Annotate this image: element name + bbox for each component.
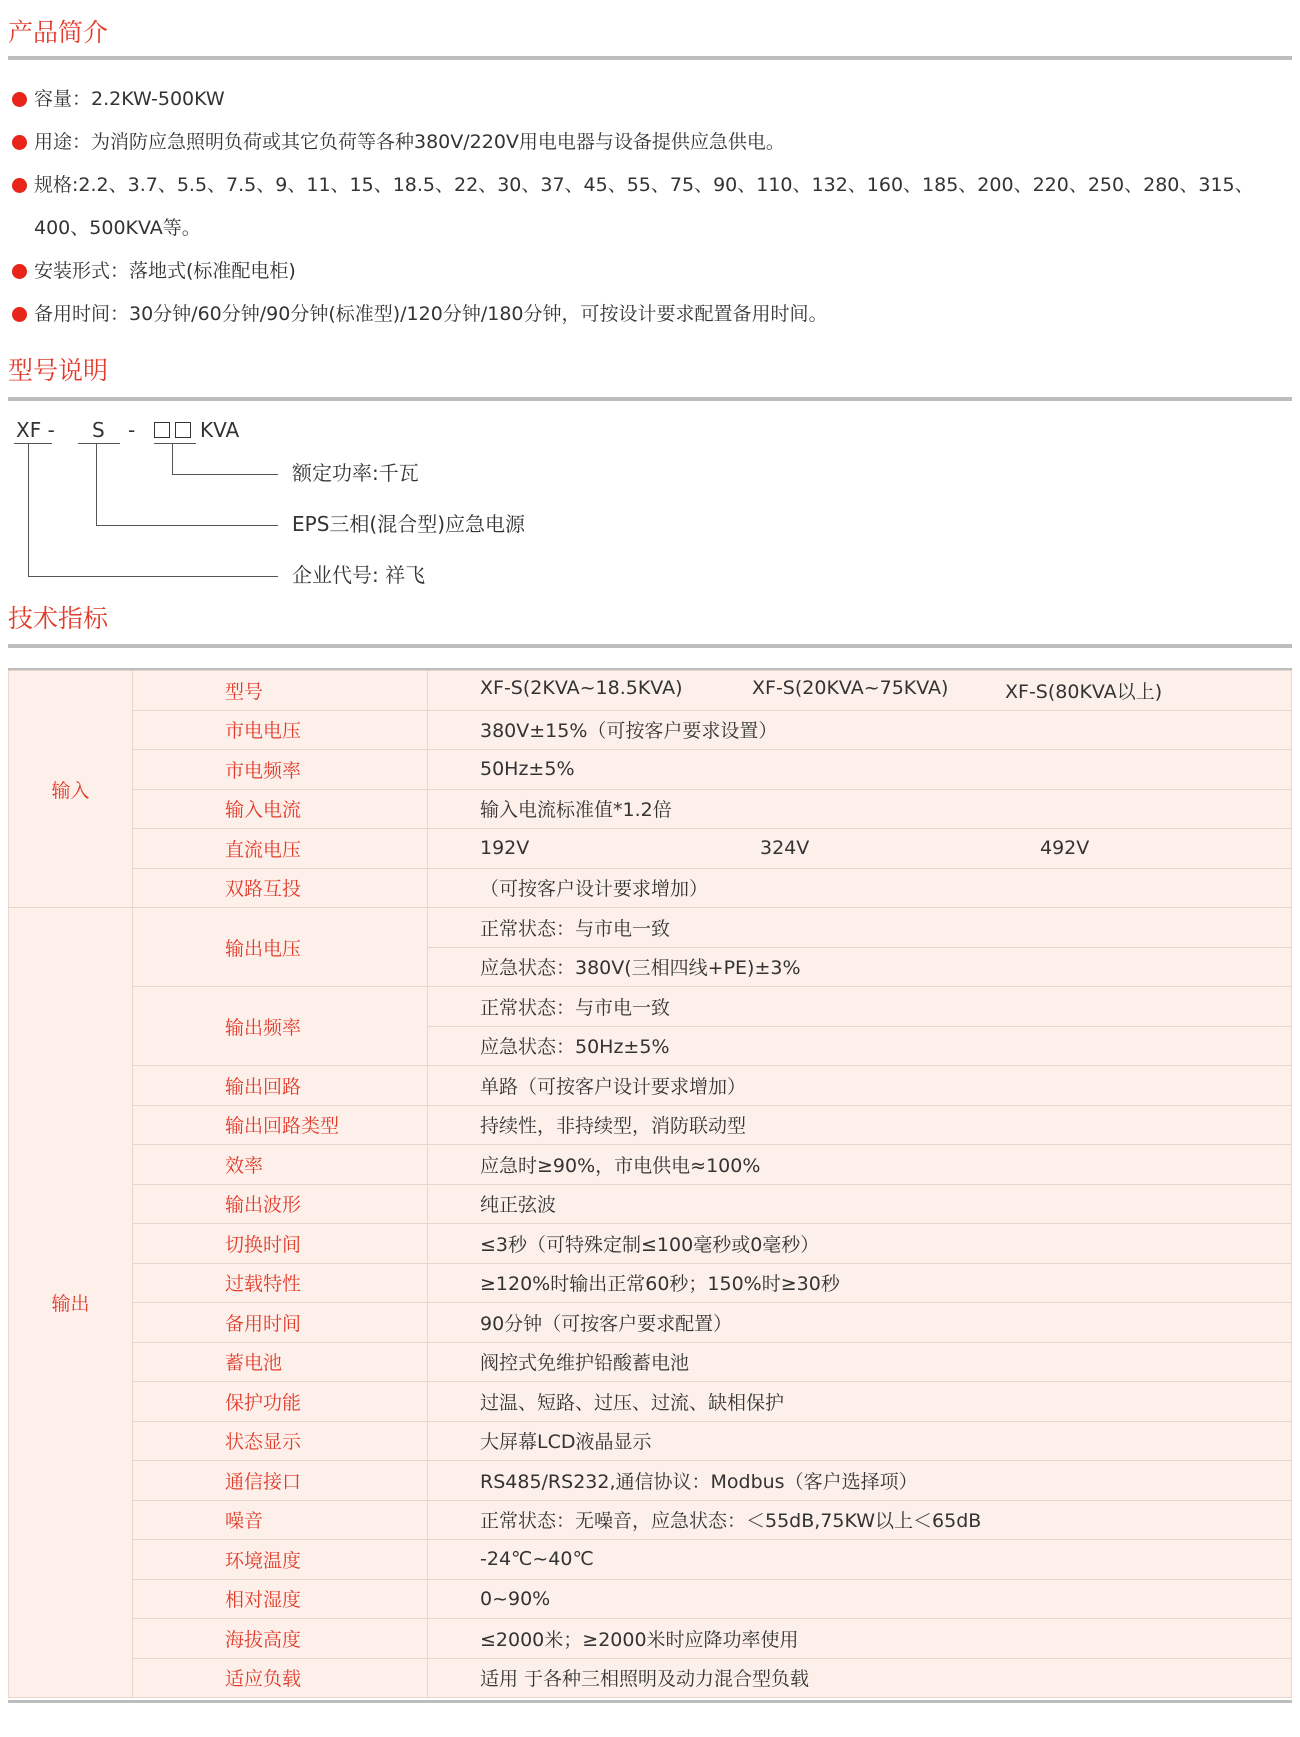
value-cell: 90分钟（可按客户要求配置） bbox=[428, 1303, 1292, 1343]
value-cell: 大屏幕LCD液晶显示 bbox=[428, 1421, 1292, 1461]
param-cell: 相对湿度 bbox=[133, 1579, 428, 1619]
value-cell: 0~90% bbox=[428, 1579, 1292, 1619]
value-cell: 192V 324V 492V bbox=[428, 829, 1292, 869]
table-bottom-rule bbox=[8, 1700, 1292, 1703]
table-row bbox=[9, 1342, 1292, 1382]
param-cell: 过载特性 bbox=[133, 1263, 428, 1303]
value-cell: （可按客户设计要求增加） bbox=[428, 868, 1292, 908]
param-cell: 输出电压 bbox=[133, 908, 428, 987]
value-cell: 应急时≥90%，市电供电≈100% bbox=[428, 1145, 1292, 1185]
param-cell: 输出波形 bbox=[133, 1184, 428, 1224]
param-cell: 切换时间 bbox=[133, 1224, 428, 1264]
param-cell: 噪音 bbox=[133, 1500, 428, 1540]
value-cell: 阀控式免维护铅酸蓄电池 bbox=[428, 1342, 1292, 1382]
model-code-s: S bbox=[92, 418, 105, 442]
underline-s bbox=[78, 443, 120, 444]
list-item: 备用时间：30分钟/60分钟/90分钟(标准型)/120分钟/180分钟，可按设计要求配置备用时间。 bbox=[12, 293, 1292, 336]
table-row bbox=[9, 671, 1292, 711]
param-cell: 型号 bbox=[133, 671, 428, 711]
table-row bbox=[9, 908, 1292, 948]
value-cell: 应急状态：50Hz±5% bbox=[428, 1026, 1292, 1066]
param-cell: 输出频率 bbox=[133, 987, 428, 1066]
leader-line bbox=[96, 525, 278, 526]
param-cell: 状态显示 bbox=[133, 1421, 428, 1461]
bullet-dot-icon bbox=[12, 264, 27, 279]
leader-line bbox=[96, 443, 97, 526]
list-item: 容量：2.2KW-500KW bbox=[12, 78, 1292, 121]
rated-power-label: 额定功率:千瓦 bbox=[292, 461, 419, 485]
spec-table bbox=[8, 670, 1292, 1698]
param-cell: 直流电压 bbox=[133, 829, 428, 869]
group-input: 输入 bbox=[9, 671, 133, 908]
underline-box bbox=[154, 443, 196, 444]
value-cell: 适用 于各种三相照明及动力混合型负载 bbox=[428, 1658, 1292, 1698]
group-output: 输出 bbox=[9, 908, 133, 1698]
table-row bbox=[9, 1224, 1292, 1264]
bullet-dot-icon bbox=[12, 135, 27, 150]
eps-label: EPS三相(混合型)应急电源 bbox=[292, 512, 525, 536]
intro-title: 产品简介 bbox=[8, 18, 109, 47]
leader-line bbox=[28, 443, 29, 577]
value-cell: 单路（可按客户设计要求增加） bbox=[428, 1066, 1292, 1106]
value-cell: RS485/RS232,通信协议：Modbus（客户选择项） bbox=[428, 1461, 1292, 1501]
model-diagram bbox=[0, 400, 800, 610]
param-cell: 备用时间 bbox=[133, 1303, 428, 1343]
model-code-kva: KVA bbox=[200, 418, 240, 442]
param-cell: 市电频率 bbox=[133, 750, 428, 790]
value-cell: 380V±15%（可按客户要求设置） bbox=[428, 710, 1292, 750]
list-item: 安装形式：落地式(标准配电柜) bbox=[12, 250, 1292, 293]
model-code-dash: - bbox=[128, 418, 136, 442]
param-cell: 市电电压 bbox=[133, 710, 428, 750]
param-cell: 输入电流 bbox=[133, 789, 428, 829]
intro-list bbox=[12, 78, 1292, 336]
spec-title: 技术指标 bbox=[8, 604, 109, 633]
spec-divider bbox=[8, 644, 1292, 648]
value-cell: ≥120%时输出正常60秒；150%时≥30秒 bbox=[428, 1263, 1292, 1303]
bullet-dot-icon bbox=[12, 307, 27, 322]
param-cell: 双路互投 bbox=[133, 868, 428, 908]
table-row bbox=[9, 987, 1292, 1027]
underline-xf bbox=[14, 443, 52, 444]
company-label: 企业代号: 祥飞 bbox=[292, 563, 426, 587]
table-row bbox=[9, 710, 1292, 750]
value-cell: 正常状态：无噪音，应急状态：＜55dB,75KW以上＜65dB bbox=[428, 1500, 1292, 1540]
value-cell: ≤3秒（可特殊定制≤100毫秒或0毫秒） bbox=[428, 1224, 1292, 1264]
model-code-xf: XF - bbox=[16, 418, 55, 442]
table-row bbox=[9, 1500, 1292, 1540]
bullet-dot-icon bbox=[12, 178, 27, 193]
table-row bbox=[9, 750, 1292, 790]
value-cell: ≤2000米；≥2000米时应降功率使用 bbox=[428, 1619, 1292, 1659]
list-item: 规格:2.2、3.7、5.5、7.5、9、11、15、18.5、22、30、37、45、55、75、90、110、132、160、185、200、220、250、280、315、 bbox=[12, 164, 1292, 207]
table-row bbox=[9, 1461, 1292, 1501]
table-row bbox=[9, 1658, 1292, 1698]
leader-line bbox=[172, 443, 173, 475]
value-cell: 50Hz±5% bbox=[428, 750, 1292, 790]
list-item: 用途：为消防应急照明负荷或其它负荷等各种380V/220V用电电器与设备提供应急供电。 bbox=[12, 121, 1292, 164]
value-cell: 输入电流标准值*1.2倍 bbox=[428, 789, 1292, 829]
table-row bbox=[9, 1421, 1292, 1461]
table-row bbox=[9, 1145, 1292, 1185]
table-row bbox=[9, 1105, 1292, 1145]
capacity-box-icon bbox=[175, 422, 191, 438]
table-row bbox=[9, 868, 1292, 908]
capacity-box-icon bbox=[154, 422, 170, 438]
table-row bbox=[9, 789, 1292, 829]
table-row bbox=[9, 1619, 1292, 1659]
value-cell: 纯正弦波 bbox=[428, 1184, 1292, 1224]
list-item-continuation: 400、500KVA等。 bbox=[34, 217, 201, 239]
param-cell: 蓄电池 bbox=[133, 1342, 428, 1382]
param-cell: 适应负载 bbox=[133, 1658, 428, 1698]
value-cell: -24℃~40℃ bbox=[428, 1540, 1292, 1580]
value-cell: 应急状态：380V(三相四线+PE)±3% bbox=[428, 947, 1292, 987]
param-cell: 输出回路 bbox=[133, 1066, 428, 1106]
value-cell: 正常状态：与市电一致 bbox=[428, 908, 1292, 948]
param-cell: 输出回路类型 bbox=[133, 1105, 428, 1145]
model-title: 型号说明 bbox=[8, 356, 109, 385]
value-cell: XF-S(2KVA~18.5KVA) XF-S(20KVA~75KVA) XF-S(80KVA以上) bbox=[428, 671, 1292, 711]
table-row bbox=[9, 829, 1292, 869]
table-row bbox=[9, 1303, 1292, 1343]
table-row bbox=[9, 1066, 1292, 1106]
bullet-dot-icon bbox=[12, 92, 27, 107]
table-row bbox=[9, 1263, 1292, 1303]
leader-line bbox=[28, 576, 278, 577]
intro-divider bbox=[8, 56, 1292, 60]
table-row bbox=[9, 1184, 1292, 1224]
value-cell: 过温、短路、过压、过流、缺相保护 bbox=[428, 1382, 1292, 1422]
table-row bbox=[9, 1382, 1292, 1422]
table-row bbox=[9, 1540, 1292, 1580]
param-cell: 保护功能 bbox=[133, 1382, 428, 1422]
param-cell: 通信接口 bbox=[133, 1461, 428, 1501]
param-cell: 海拔高度 bbox=[133, 1619, 428, 1659]
value-cell: 正常状态：与市电一致 bbox=[428, 987, 1292, 1027]
param-cell: 环境温度 bbox=[133, 1540, 428, 1580]
leader-line bbox=[172, 474, 278, 475]
param-cell: 效率 bbox=[133, 1145, 428, 1185]
value-cell: 持续性，非持续型，消防联动型 bbox=[428, 1105, 1292, 1145]
table-row bbox=[9, 1579, 1292, 1619]
